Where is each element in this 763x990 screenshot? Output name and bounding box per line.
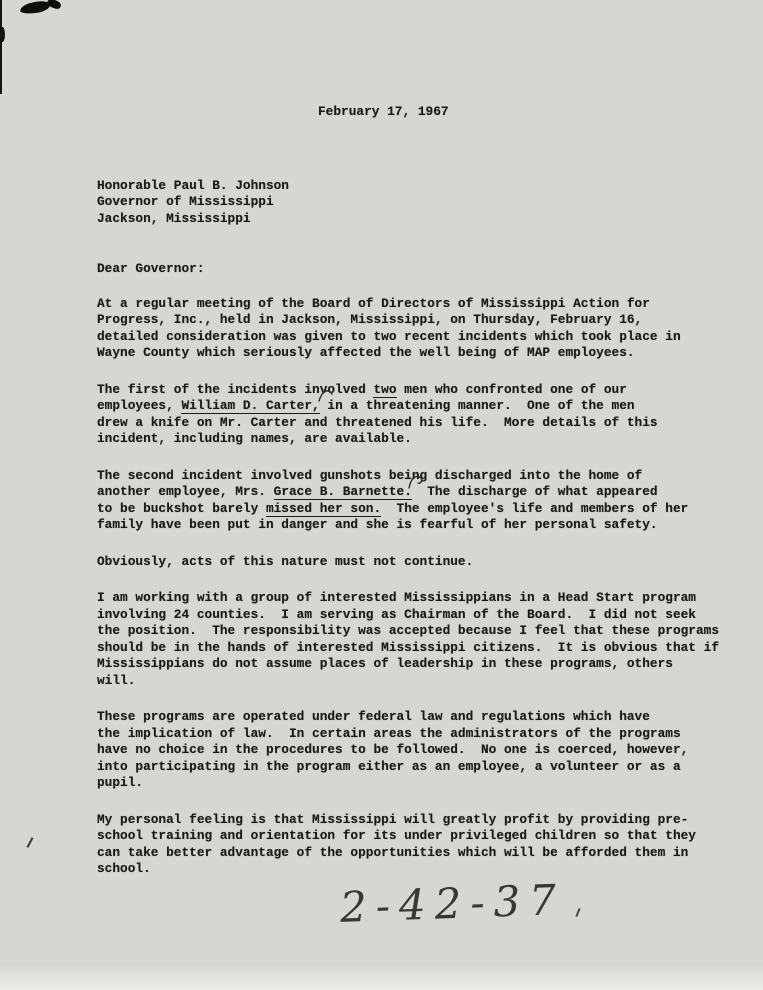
text-segment: The employee's life and members of her bbox=[381, 500, 689, 516]
paragraph bbox=[97, 709, 723, 792]
text-line bbox=[97, 726, 723, 743]
scan-smudge-artifact bbox=[19, 0, 50, 15]
text-line bbox=[97, 656, 723, 673]
paragraph bbox=[97, 554, 723, 571]
recipient-address bbox=[97, 178, 723, 228]
text-segment: Obviously, acts of this nature must not continue. bbox=[97, 553, 474, 569]
text-segment: in a threatening manner. One of the men bbox=[319, 398, 635, 413]
text-segment: Wayne County which seriously affected the well being of MAP employees. bbox=[97, 345, 635, 360]
text-segment: The second incident involved gunshots being discharged into the home of bbox=[97, 467, 643, 483]
text-segment: My personal feeling is that Mississippi will greatly profit by providing pre- bbox=[97, 811, 689, 827]
text-segment: drew a knife on Mr. Carter and threatened his life. More details of this bbox=[97, 414, 658, 430]
text-segment: The first of the incidents involved bbox=[97, 381, 374, 397]
text-line bbox=[97, 312, 723, 329]
text-segment: into participating in the program either as an employee, a volunteer or as a bbox=[97, 758, 681, 774]
text-line bbox=[97, 709, 723, 726]
text-line bbox=[97, 590, 723, 607]
text-line bbox=[97, 431, 723, 448]
letter-date: February 17, 1967 bbox=[318, 104, 449, 119]
text-segment: school. bbox=[97, 861, 151, 876]
text-segment: school training and orientation for its under privileged children so that they bbox=[97, 828, 696, 843]
text-segment: Mississippians do not assume places of leadership in these programs, others bbox=[97, 656, 673, 671]
text-segment: have no choice in the procedures to be followed. No one is coerced, however, bbox=[97, 742, 689, 757]
text-line bbox=[97, 329, 723, 346]
text-segment: should be in the hands of interested Mississippi citizens. It is obvious that if bbox=[97, 639, 720, 655]
text-line bbox=[97, 861, 723, 878]
text-segment: These programs are operated under federal law and regulations which have bbox=[97, 709, 650, 724]
text-segment: Progress, Inc., held in Jackson, Mississippi, on Thursday, February 16, bbox=[97, 312, 643, 327]
pen-stray-mark bbox=[575, 908, 580, 917]
text-segment: the implication of law. In certain areas the administrators of the programs bbox=[97, 725, 681, 741]
text-segment: detailed consideration was given to two recent incidents which took place in bbox=[97, 328, 681, 344]
text-segment: the position. The responsibility was accepted because I feel that these programs bbox=[97, 623, 720, 638]
text-segment: men who confronted one of our bbox=[396, 381, 627, 397]
salutation: Dear Governor: bbox=[97, 261, 205, 276]
text-line bbox=[97, 742, 723, 759]
recipient-name: Honorable Paul B. Johnson bbox=[97, 177, 289, 193]
paragraph bbox=[97, 812, 723, 878]
text-segment: can take better advantage of the opportunities which will be afforded them in bbox=[97, 844, 689, 860]
text-segment: pupil. bbox=[97, 775, 144, 790]
text-line bbox=[97, 501, 723, 518]
text-line bbox=[97, 623, 723, 640]
text-line bbox=[97, 554, 723, 571]
pen-stray-mark bbox=[27, 837, 34, 848]
text-line bbox=[97, 812, 723, 829]
recipient-title: Governor of Mississippi bbox=[97, 194, 274, 209]
text-line bbox=[97, 759, 723, 776]
underlined-text: two bbox=[373, 381, 397, 397]
text-segment: involving 24 counties. I am serving as Chairman of the Board. I did not seek bbox=[97, 606, 696, 622]
text-line bbox=[97, 468, 723, 485]
text-line bbox=[97, 484, 723, 501]
underlined-text: Grace B. Barnette. bbox=[273, 484, 412, 499]
text-segment: incident, including names, are available. bbox=[97, 431, 412, 446]
underlined-text: missed her son. bbox=[265, 500, 382, 516]
text-line bbox=[97, 607, 723, 624]
text-line bbox=[97, 517, 723, 534]
paragraph bbox=[97, 382, 723, 448]
paragraph bbox=[97, 468, 723, 534]
text-line bbox=[97, 845, 723, 862]
scan-edge-artifact bbox=[0, 27, 5, 42]
text-segment: employees, bbox=[97, 398, 182, 413]
text-segment: another employee, Mrs. bbox=[97, 484, 274, 499]
paragraph bbox=[97, 296, 723, 362]
paragraph bbox=[97, 590, 723, 689]
text-segment: The discharge of what appeared bbox=[411, 484, 658, 499]
letter-body bbox=[97, 296, 723, 878]
handwritten-number: 2-42-37 bbox=[339, 875, 566, 932]
text-line bbox=[97, 640, 723, 657]
text-line bbox=[97, 345, 723, 362]
text-segment: will. bbox=[97, 672, 136, 688]
text-line bbox=[97, 775, 723, 792]
text-segment: family have been put in danger and she is fearful of her personal safety. bbox=[97, 517, 658, 532]
text-line bbox=[97, 828, 723, 845]
text-line bbox=[97, 673, 723, 690]
text-line bbox=[97, 398, 723, 415]
text-segment: to be buckshot barely bbox=[97, 500, 266, 516]
text-line bbox=[97, 415, 723, 432]
recipient-city: Jackson, Mississippi bbox=[97, 210, 251, 226]
text-segment: At a regular meeting of the Board of Directors of Mississippi Action for bbox=[97, 295, 650, 311]
text-line bbox=[97, 382, 723, 399]
scan-smudge-artifact bbox=[46, 0, 62, 10]
text-line bbox=[97, 296, 723, 313]
scan-edge-artifact bbox=[0, 0, 2, 94]
text-segment: I am working with a group of interested Mississippians in a Head Start program bbox=[97, 590, 696, 605]
underlined-text: William D. Carter, bbox=[181, 398, 320, 413]
